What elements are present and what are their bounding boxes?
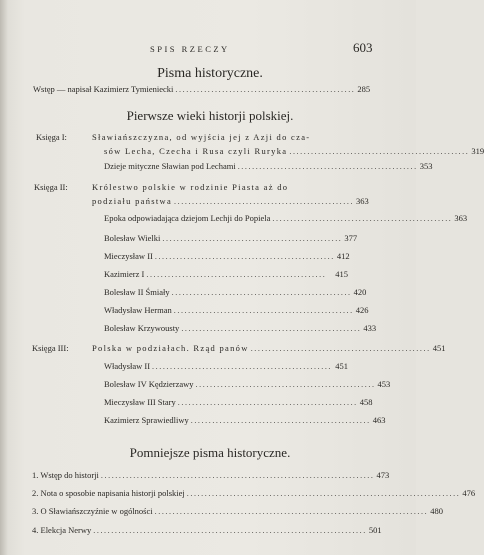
entry-text: Epoka odpowiadająca dziejom Lechji do Popiela <box>104 213 271 223</box>
toc-entry <box>104 397 373 409</box>
toc-entry <box>32 470 390 482</box>
entry-text: Mieczysław III Stary <box>104 397 176 407</box>
book2-label: Księga II: <box>34 182 68 192</box>
entry-text: Dzieje mityczne Sławian pod Lechami <box>104 161 236 171</box>
entry-page: 353 <box>419 161 433 171</box>
section1-title: Pierwsze wieki historji polskiej. <box>126 108 294 123</box>
entry-page: 377 <box>344 233 358 243</box>
entry-text: Sławiańszczyzna, od wyjścia jej z Azji do cza- <box>92 132 311 142</box>
dot-leader: .................................................. <box>177 398 358 407</box>
book3-label: Księga III: <box>32 343 69 353</box>
entry-text: Bolesław Wielki <box>104 233 161 243</box>
header-page-number: 603 <box>353 40 373 55</box>
entry-text: Kazimierz I <box>104 269 145 279</box>
entry-text: Bolesław Krzywousty <box>104 323 180 333</box>
entry-page: 451 <box>335 361 348 371</box>
toc-entry <box>104 251 348 263</box>
entry-page: 426 <box>355 305 369 315</box>
dot-leader: .................................................. <box>171 288 352 297</box>
toc-entry <box>92 132 348 144</box>
dot-leader: .................................................. <box>174 197 355 206</box>
entry-text: 3. O Sławiańszczyźnie w ogólności <box>32 506 153 516</box>
toc-entry <box>32 506 443 518</box>
entry-page: 451 <box>432 343 446 353</box>
toc-entry <box>104 161 433 173</box>
dot-leader: ............................................................................ <box>93 526 367 535</box>
page-binding-edge <box>0 0 8 555</box>
dot-leader: .................................................. <box>237 162 418 171</box>
dot-leader: .................................................. <box>162 234 343 243</box>
entry-text: Bolesław IV Kędzierzawy <box>104 379 194 389</box>
dot-leader: .................................................. <box>154 252 335 261</box>
toc-entry <box>92 196 369 208</box>
toc-entry <box>104 146 484 158</box>
toc-entry <box>104 305 369 317</box>
toc-entry <box>104 323 377 335</box>
entry-page: 501 <box>368 525 382 535</box>
entry-text: podziału państwa <box>92 196 173 206</box>
entry-text: Królestwo polskie w rodzinie Piasta aż do <box>92 182 289 192</box>
dot-leader: .................................................. <box>250 344 431 353</box>
entry-page: 433 <box>363 323 377 333</box>
entry-page: 415 <box>335 269 348 279</box>
entry-page: 363 <box>356 196 369 206</box>
entry-text: 1. Wstęp do historji <box>32 470 99 480</box>
header-title: SPIS RZECZY <box>150 44 230 54</box>
dot-leader: .................................................. <box>173 306 354 315</box>
dot-leader: .................................................. <box>272 214 453 223</box>
entry-text: Władysław Herman <box>104 305 172 315</box>
toc-entry <box>104 269 348 281</box>
toc-entry <box>104 379 391 391</box>
entry-page: 453 <box>377 379 391 389</box>
entry-page: 420 <box>353 287 367 297</box>
toc-entry <box>32 525 382 537</box>
toc-entry <box>104 213 468 225</box>
toc-entry <box>104 415 386 427</box>
dot-leader: ............................................................................ <box>186 489 461 498</box>
section2-title: Pomniejsze pisma historyczne. <box>129 445 291 460</box>
dot-leader: .................................................. <box>181 324 362 333</box>
entry-page: 412 <box>336 251 350 261</box>
entry-text: Mieczysław II <box>104 251 153 261</box>
dot-leader: .................................................. <box>152 362 333 371</box>
entry-text: Władysław II <box>104 361 151 371</box>
dot-leader: .................................................. <box>195 380 376 389</box>
entry-page: 463 <box>372 415 386 425</box>
dot-leader: .................................................. <box>289 147 470 156</box>
entry-page: 319 <box>471 146 484 156</box>
toc-entry <box>92 182 348 194</box>
entry-text: 4. Elekcja Nerwy <box>32 525 92 535</box>
dot-leader: .................................................. <box>175 85 356 94</box>
entry-page: 476 <box>462 488 476 498</box>
entry-page: 458 <box>359 397 373 407</box>
toc-entry <box>104 361 348 373</box>
intro-entry <box>33 84 371 96</box>
book1-label: Księga I: <box>36 132 67 142</box>
toc-entry <box>104 233 358 245</box>
entry-text: Polska w podziałach. Rząd panów <box>92 343 249 353</box>
dot-leader: .................................................. <box>146 270 327 279</box>
intro-label: Wstęp — napisał Kazimierz Tymieniecki <box>33 84 174 94</box>
entry-text: Kazimierz Sprawiedliwy <box>104 415 189 425</box>
toc-entry <box>104 287 367 299</box>
entry-page: 363 <box>454 213 468 223</box>
dot-leader: ............................................................................ <box>100 471 375 480</box>
dot-leader: ............................................................................ <box>154 507 429 516</box>
main-title: Pisma historyczne. <box>157 66 263 81</box>
dot-leader: .................................................. <box>190 416 371 425</box>
entry-text: 2. Nota o sposobie napisania historji polskiej <box>32 488 185 498</box>
intro-page: 285 <box>357 84 371 94</box>
entry-page: 473 <box>376 470 390 480</box>
toc-entry <box>92 343 446 355</box>
toc-entry <box>32 488 476 500</box>
entry-text: sów Lecha, Czecha i Rusa czyli Ruryka <box>104 146 288 156</box>
entry-text: Bolesław II Śmiały <box>104 287 170 297</box>
entry-page: 480 <box>430 506 443 516</box>
